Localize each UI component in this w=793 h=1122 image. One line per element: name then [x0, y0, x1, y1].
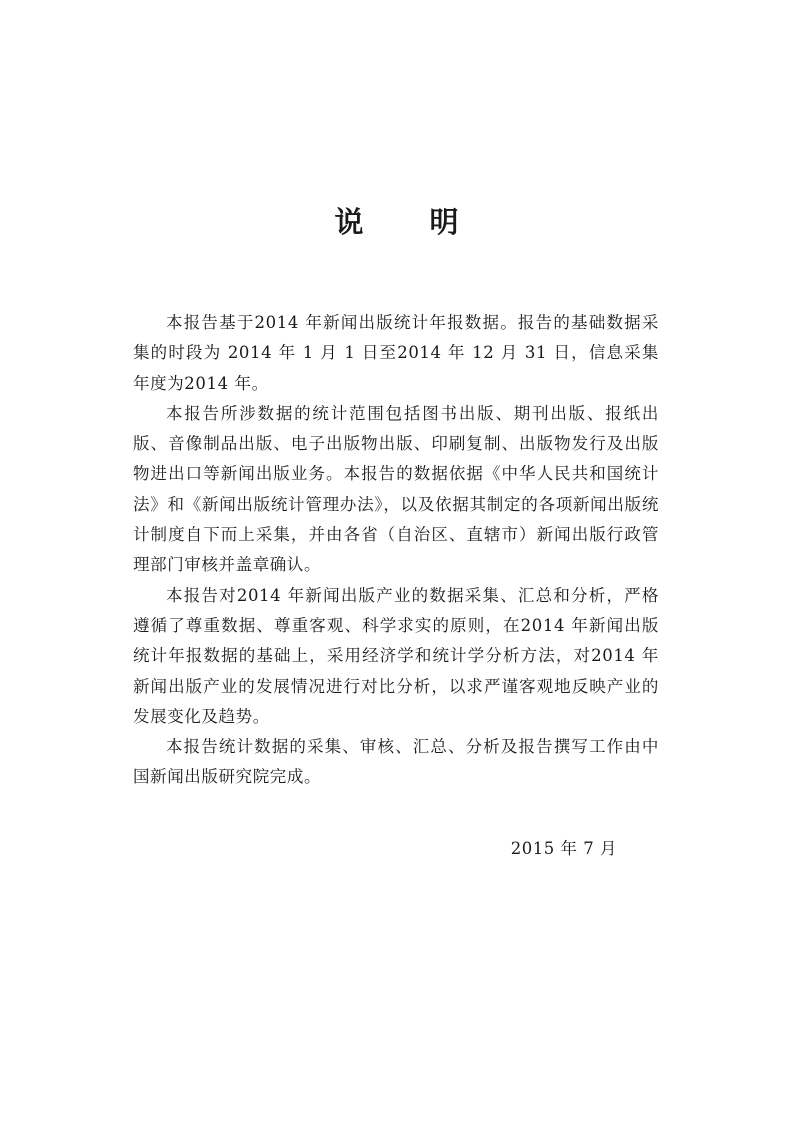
body-text — [133, 308, 659, 793]
page-title — [0, 200, 793, 244]
paragraph-1: 本报告基于2014 年新闻出版统计年报数据。报告的基础数据采集的时段为 2014 年 1 月 1 日至2014 年 12 月 31 日，信息采集年度为2014 年。 — [133, 313, 659, 393]
title-char-1: 说 — [334, 205, 364, 239]
paragraph-2: 本报告所涉数据的统计范围包括图书出版、期刊出版、报纸出版、音像制品出版、电子出版物出版、印刷复制、出版物发行及出版物进出口等新闻出版业务。本报告的数据依据《中华人民共和国统计法》和《新闻出版统计管理办法》，以及依据其制定的各项新闻出版统计制度自下而上采集，并由各省（自治区、直辖市）新闻出版行政管理部门审核并盖章确认。 — [133, 403, 659, 575]
paragraph-4: 本报告统计数据的采集、审核、汇总、分析及报告撰写工作由中国新闻出版研究院完成。 — [133, 737, 659, 787]
signature-date: 2015 年 7 月 — [510, 839, 617, 858]
paragraph-3: 本报告对2014 年新闻出版产业的数据采集、汇总和分析，严格遵循了尊重数据、尊重客观、科学求实的原则，在2014 年新闻出版统计年报数据的基础上，采用经济学和统计学分析方法，对2014 年新闻出版产业的发展情况进行对比分析，以求严谨客观地反映产业的发展变化及趋势。 — [133, 585, 659, 726]
title-char-2: 明 — [429, 205, 459, 239]
